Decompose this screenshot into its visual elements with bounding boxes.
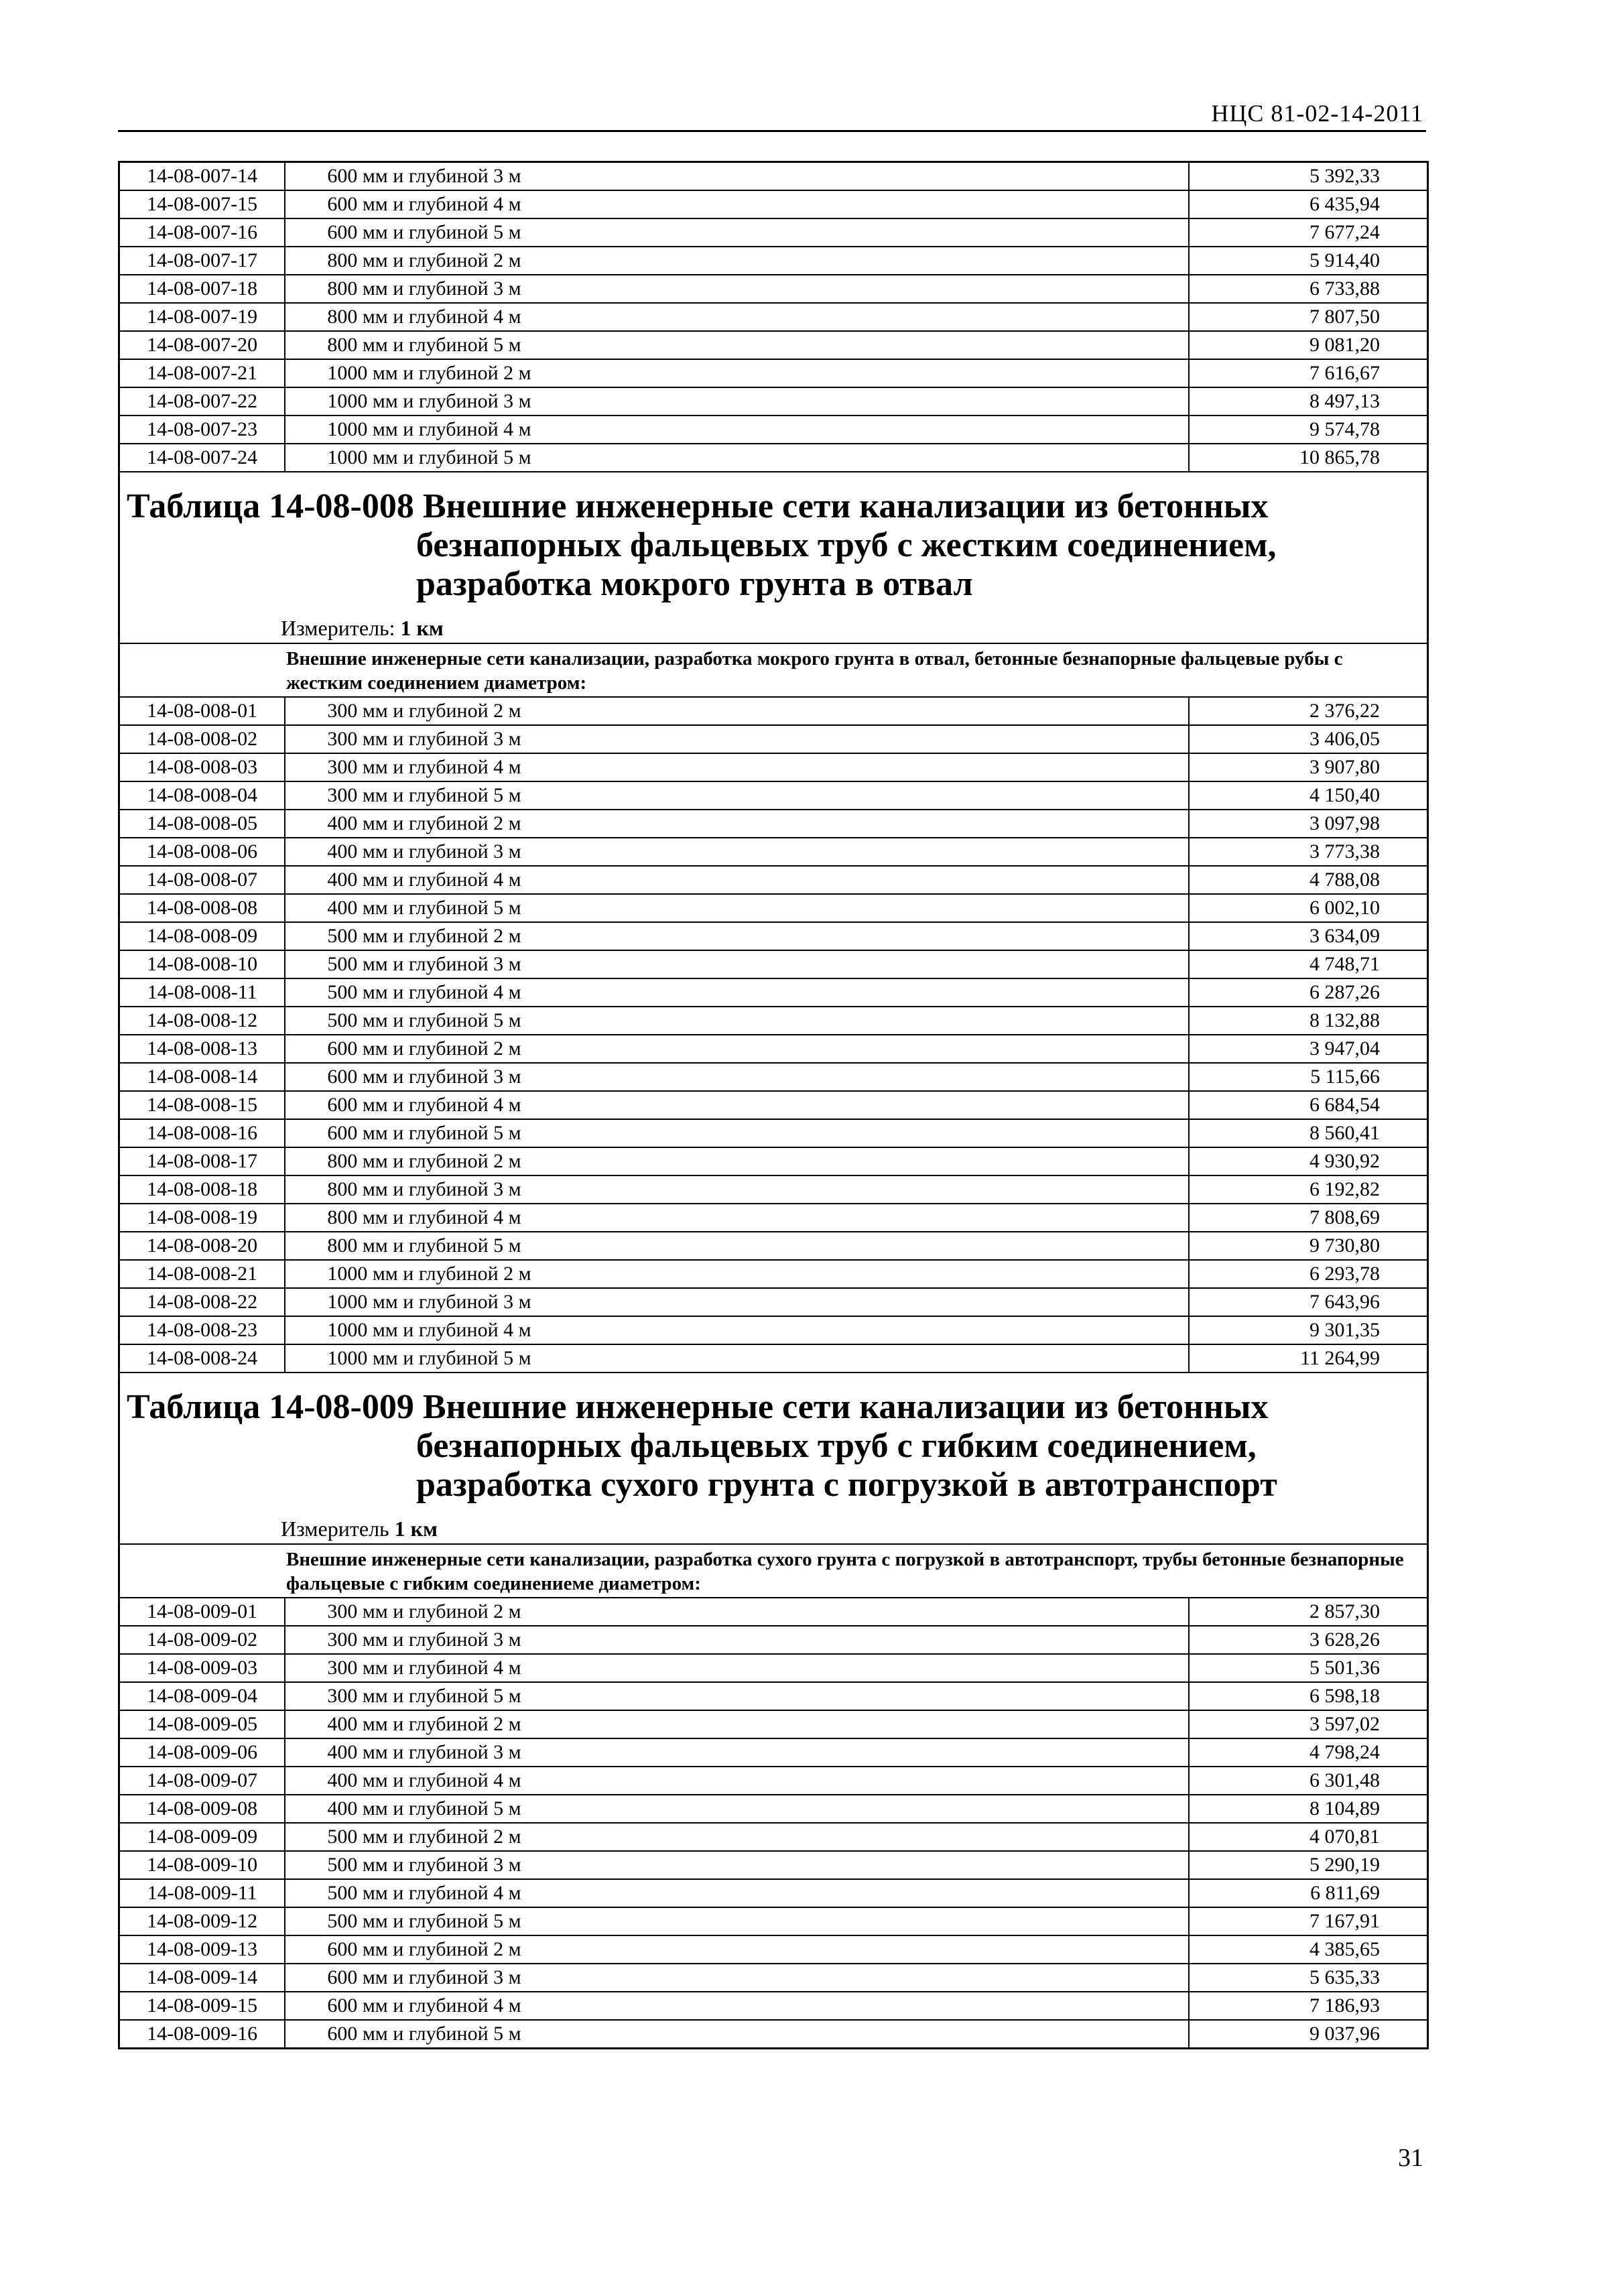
row-value: 6 435,94 (1189, 190, 1428, 218)
row-code: 14-08-007-17 (119, 247, 285, 275)
row-description: 300 мм и глубиной 3 м (285, 725, 1189, 753)
row-description: 300 мм и глубиной 2 м (285, 697, 1189, 725)
row-value: 6 002,10 (1189, 894, 1428, 922)
table-number: Таблица 14-08-009 (127, 1388, 414, 1426)
row-description: 400 мм и глубиной 4 м (285, 866, 1189, 894)
row-value: 3 406,05 (1189, 725, 1428, 753)
row-value: 7 616,67 (1189, 359, 1428, 387)
row-value: 6 598,18 (1189, 1682, 1428, 1710)
row-code: 14-08-008-10 (119, 950, 285, 978)
row-code: 14-08-008-03 (119, 753, 285, 781)
row-description: 800 мм и глубиной 4 м (285, 303, 1189, 331)
row-description: 500 мм и глубиной 5 м (285, 1907, 1189, 1935)
table-row (119, 697, 1428, 725)
row-code: 14-08-008-06 (119, 838, 285, 866)
table-row (119, 1598, 1428, 1626)
table-row (119, 1738, 1428, 1767)
table-row (119, 1119, 1428, 1147)
table-title-text: Внешние инженерные сети канализации из бетонных безнапорных фальцевых труб с жестким соединением, разработка мокрого грунта в отвал (416, 487, 1277, 603)
row-value: 9 081,20 (1189, 331, 1428, 359)
row-description: 800 мм и глубиной 4 м (285, 1204, 1189, 1232)
row-value: 9 730,80 (1189, 1232, 1428, 1260)
group-header: Внешние инженерные сети канализации, разработка мокрого грунта в отвал, бетонные безнапорные фальцевые рубы с жестким соединением диаметром: (119, 643, 1428, 697)
row-code: 14-08-009-04 (119, 1682, 285, 1710)
row-code: 14-08-007-22 (119, 387, 285, 416)
row-code: 14-08-008-04 (119, 781, 285, 810)
row-value: 3 628,26 (1189, 1626, 1428, 1654)
table-row (119, 1879, 1428, 1907)
table-row (119, 416, 1428, 444)
row-code: 14-08-009-09 (119, 1823, 285, 1851)
row-value: 5 290,19 (1189, 1851, 1428, 1879)
row-value: 3 097,98 (1189, 810, 1428, 838)
row-value: 6 301,48 (1189, 1767, 1428, 1795)
row-code: 14-08-007-24 (119, 444, 285, 472)
row-code: 14-08-007-23 (119, 416, 285, 444)
row-code: 14-08-008-23 (119, 1316, 285, 1344)
row-description: 300 мм и глубиной 2 м (285, 1598, 1189, 1626)
row-description: 500 мм и глубиной 3 м (285, 950, 1189, 978)
row-value: 6 684,54 (1189, 1091, 1428, 1119)
row-description: 400 мм и глубиной 3 м (285, 1738, 1189, 1767)
row-value: 4 385,65 (1189, 1935, 1428, 1964)
table-row (119, 1260, 1428, 1288)
row-code: 14-08-007-21 (119, 359, 285, 387)
table-row (119, 810, 1428, 838)
table-row (119, 303, 1428, 331)
row-value: 4 798,24 (1189, 1738, 1428, 1767)
row-code: 14-08-007-19 (119, 303, 285, 331)
row-code: 14-08-008-15 (119, 1091, 285, 1119)
table-row (119, 1992, 1428, 2020)
row-code: 14-08-009-15 (119, 1992, 285, 2020)
row-value: 5 392,33 (1189, 162, 1428, 191)
row-description: 400 мм и глубиной 4 м (285, 1767, 1189, 1795)
table-row (119, 190, 1428, 218)
row-code: 14-08-007-14 (119, 162, 285, 191)
row-code: 14-08-008-22 (119, 1288, 285, 1316)
row-description: 500 мм и глубиной 2 м (285, 1823, 1189, 1851)
row-description: 400 мм и глубиной 5 м (285, 894, 1189, 922)
row-code: 14-08-008-07 (119, 866, 285, 894)
row-description: 600 мм и глубиной 5 м (285, 2020, 1189, 2049)
row-value: 9 301,35 (1189, 1316, 1428, 1344)
table-row (119, 1204, 1428, 1232)
row-value: 7 677,24 (1189, 218, 1428, 247)
row-code: 14-08-009-03 (119, 1654, 285, 1682)
row-value: 4 788,08 (1189, 866, 1428, 894)
table-row (119, 1175, 1428, 1204)
row-code: 14-08-009-02 (119, 1626, 285, 1654)
row-description: 400 мм и глубиной 2 м (285, 1710, 1189, 1738)
table-row (119, 1823, 1428, 1851)
row-value: 8 497,13 (1189, 387, 1428, 416)
row-value: 6 293,78 (1189, 1260, 1428, 1288)
table-row (119, 1710, 1428, 1738)
table-row (119, 1232, 1428, 1260)
row-code: 14-08-008-02 (119, 725, 285, 753)
row-value: 6 733,88 (1189, 275, 1428, 303)
row-code: 14-08-008-05 (119, 810, 285, 838)
row-code: 14-08-008-11 (119, 978, 285, 1007)
row-code: 14-08-007-15 (119, 190, 285, 218)
table-row (119, 1907, 1428, 1935)
table-row (119, 387, 1428, 416)
row-code: 14-08-008-13 (119, 1035, 285, 1063)
table-row (119, 331, 1428, 359)
table-title-row (119, 1373, 1428, 1514)
row-code: 14-08-009-11 (119, 1879, 285, 1907)
table-row (119, 753, 1428, 781)
row-description: 500 мм и глубиной 4 м (285, 978, 1189, 1007)
table-row (119, 894, 1428, 922)
row-code: 14-08-009-16 (119, 2020, 285, 2049)
row-code: 14-08-008-08 (119, 894, 285, 922)
row-code: 14-08-007-16 (119, 218, 285, 247)
group-header-row (119, 643, 1428, 697)
table-row (119, 1316, 1428, 1344)
table-title-text: Внешние инженерные сети канализации из бетонных безнапорных фальцевых труб с гибким соединением, разработка сухого грунта с погрузкой в автотранспорт (416, 1388, 1277, 1504)
row-value: 5 635,33 (1189, 1964, 1428, 1992)
table-number: Таблица 14-08-008 (127, 487, 414, 525)
row-code: 14-08-009-08 (119, 1795, 285, 1823)
row-description: 1000 мм и глубиной 2 м (285, 359, 1189, 387)
row-value: 10 865,78 (1189, 444, 1428, 472)
row-code: 14-08-007-18 (119, 275, 285, 303)
table-row (119, 1091, 1428, 1119)
row-description: 1000 мм и глубиной 4 м (285, 416, 1189, 444)
row-value: 6 811,69 (1189, 1879, 1428, 1907)
row-value: 6 192,82 (1189, 1175, 1428, 1204)
table-row (119, 1795, 1428, 1823)
row-code: 14-08-009-10 (119, 1851, 285, 1879)
row-value: 11 264,99 (1189, 1344, 1428, 1373)
table-row (119, 359, 1428, 387)
row-code: 14-08-008-16 (119, 1119, 285, 1147)
row-value: 8 104,89 (1189, 1795, 1428, 1823)
row-description: 300 мм и глубиной 5 м (285, 1682, 1189, 1710)
row-value: 4 070,81 (1189, 1823, 1428, 1851)
row-description: 600 мм и глубиной 3 м (285, 162, 1189, 191)
row-code: 14-08-009-01 (119, 1598, 285, 1626)
row-description: 300 мм и глубиной 4 м (285, 1654, 1189, 1682)
row-value: 3 907,80 (1189, 753, 1428, 781)
row-code: 14-08-008-17 (119, 1147, 285, 1175)
table-row (119, 1626, 1428, 1654)
row-value: 4 930,92 (1189, 1147, 1428, 1175)
table-row (119, 1063, 1428, 1091)
row-description: 500 мм и глубиной 3 м (285, 1851, 1189, 1879)
row-code: 14-08-008-01 (119, 697, 285, 725)
row-code: 14-08-008-20 (119, 1232, 285, 1260)
row-value: 4 150,40 (1189, 781, 1428, 810)
row-value: 3 597,02 (1189, 1710, 1428, 1738)
unit-row (119, 613, 1428, 643)
table-row (119, 1147, 1428, 1175)
row-code: 14-08-008-24 (119, 1344, 285, 1373)
row-description: 400 мм и глубиной 3 м (285, 838, 1189, 866)
table-row (119, 950, 1428, 978)
row-description: 600 мм и глубиной 4 м (285, 1992, 1189, 2020)
row-code: 14-08-009-12 (119, 1907, 285, 1935)
row-value: 9 574,78 (1189, 416, 1428, 444)
row-value: 8 560,41 (1189, 1119, 1428, 1147)
row-value: 8 132,88 (1189, 1007, 1428, 1035)
row-value: 9 037,96 (1189, 2020, 1428, 2049)
table-row (119, 275, 1428, 303)
group-header: Внешние инженерные сети канализации, разработка сухого грунта с погрузкой в автотранспорт, трубы бетонные безнапорные фальцевые с гибким соединениеме диаметром: (119, 1544, 1428, 1598)
row-description: 300 мм и глубиной 5 м (285, 781, 1189, 810)
row-code: 14-08-009-06 (119, 1738, 285, 1767)
table-row (119, 1035, 1428, 1063)
price-table (118, 161, 1429, 2049)
table-row (119, 1654, 1428, 1682)
row-description: 300 мм и глубиной 4 м (285, 753, 1189, 781)
table-row (119, 838, 1428, 866)
row-code: 14-08-008-12 (119, 1007, 285, 1035)
row-code: 14-08-008-09 (119, 922, 285, 950)
row-description: 1000 мм и глубиной 5 м (285, 444, 1189, 472)
row-description: 600 мм и глубиной 5 м (285, 218, 1189, 247)
row-description: 1000 мм и глубиной 2 м (285, 1260, 1189, 1288)
row-description: 500 мм и глубиной 5 м (285, 1007, 1189, 1035)
table-row (119, 1007, 1428, 1035)
table-row (119, 866, 1428, 894)
header-rule (118, 130, 1426, 132)
unit-label: Измеритель: (281, 616, 395, 640)
row-value: 7 808,69 (1189, 1204, 1428, 1232)
table-title (127, 1388, 1420, 1505)
row-value: 6 287,26 (1189, 978, 1428, 1007)
document-code: НЦС 81-02-14-2011 (1211, 100, 1423, 127)
row-code: 14-08-009-13 (119, 1935, 285, 1964)
row-code: 14-08-008-21 (119, 1260, 285, 1288)
table-title (127, 487, 1420, 604)
table-row (119, 162, 1428, 191)
row-description: 600 мм и глубиной 4 м (285, 1091, 1189, 1119)
row-description: 800 мм и глубиной 3 м (285, 275, 1189, 303)
row-value: 5 501,36 (1189, 1654, 1428, 1682)
row-value: 5 115,66 (1189, 1063, 1428, 1091)
row-description: 600 мм и глубиной 3 м (285, 1063, 1189, 1091)
row-code: 14-08-008-18 (119, 1175, 285, 1204)
row-description: 800 мм и глубиной 2 м (285, 1147, 1189, 1175)
row-value: 7 807,50 (1189, 303, 1428, 331)
row-value: 3 947,04 (1189, 1035, 1428, 1063)
row-description: 600 мм и глубиной 3 м (285, 1964, 1189, 1992)
row-value: 4 748,71 (1189, 950, 1428, 978)
row-code: 14-08-009-05 (119, 1710, 285, 1738)
row-value: 3 773,38 (1189, 838, 1428, 866)
row-code: 14-08-009-14 (119, 1964, 285, 1992)
row-description: 1000 мм и глубиной 3 м (285, 1288, 1189, 1316)
table-row (119, 1851, 1428, 1879)
table-title-row (119, 472, 1428, 613)
table-row (119, 2020, 1428, 2049)
row-description: 1000 мм и глубиной 3 м (285, 387, 1189, 416)
table-row (119, 781, 1428, 810)
table-row (119, 922, 1428, 950)
row-code: 14-08-008-19 (119, 1204, 285, 1232)
table-row (119, 444, 1428, 472)
table-row (119, 1344, 1428, 1373)
row-description: 600 мм и глубиной 5 м (285, 1119, 1189, 1147)
row-description: 1000 мм и глубиной 4 м (285, 1316, 1189, 1344)
row-value: 7 167,91 (1189, 1907, 1428, 1935)
page-number: 31 (1398, 2144, 1423, 2172)
unit-value: 1 км (394, 1517, 438, 1541)
row-value: 7 643,96 (1189, 1288, 1428, 1316)
row-code: 14-08-007-20 (119, 331, 285, 359)
row-description: 400 мм и глубиной 5 м (285, 1795, 1189, 1823)
table-row (119, 218, 1428, 247)
row-description: 600 мм и глубиной 4 м (285, 190, 1189, 218)
table-row (119, 1935, 1428, 1964)
row-description: 800 мм и глубиной 2 м (285, 247, 1189, 275)
table-row (119, 247, 1428, 275)
row-description: 800 мм и глубиной 5 м (285, 1232, 1189, 1260)
row-value: 3 634,09 (1189, 922, 1428, 950)
row-description: 600 мм и глубиной 2 м (285, 1035, 1189, 1063)
unit-label: Измеритель (281, 1517, 389, 1541)
row-code: 14-08-008-14 (119, 1063, 285, 1091)
row-description: 600 мм и глубиной 2 м (285, 1935, 1189, 1964)
unit-row (119, 1514, 1428, 1544)
row-value: 2 857,30 (1189, 1598, 1428, 1626)
row-description: 800 мм и глубиной 5 м (285, 331, 1189, 359)
table-row (119, 1682, 1428, 1710)
row-value: 7 186,93 (1189, 1992, 1428, 2020)
row-description: 800 мм и глубиной 3 м (285, 1175, 1189, 1204)
row-description: 300 мм и глубиной 3 м (285, 1626, 1189, 1654)
table-row (119, 978, 1428, 1007)
row-value: 5 914,40 (1189, 247, 1428, 275)
table-row (119, 1964, 1428, 1992)
row-description: 500 мм и глубиной 2 м (285, 922, 1189, 950)
row-description: 1000 мм и глубиной 5 м (285, 1344, 1189, 1373)
table-row (119, 1288, 1428, 1316)
row-description: 500 мм и глубиной 4 м (285, 1879, 1189, 1907)
row-code: 14-08-009-07 (119, 1767, 285, 1795)
group-header-row (119, 1544, 1428, 1598)
unit-value: 1 км (400, 616, 444, 640)
row-value: 2 376,22 (1189, 697, 1428, 725)
table-row (119, 1767, 1428, 1795)
table-row (119, 725, 1428, 753)
row-description: 400 мм и глубиной 2 м (285, 810, 1189, 838)
